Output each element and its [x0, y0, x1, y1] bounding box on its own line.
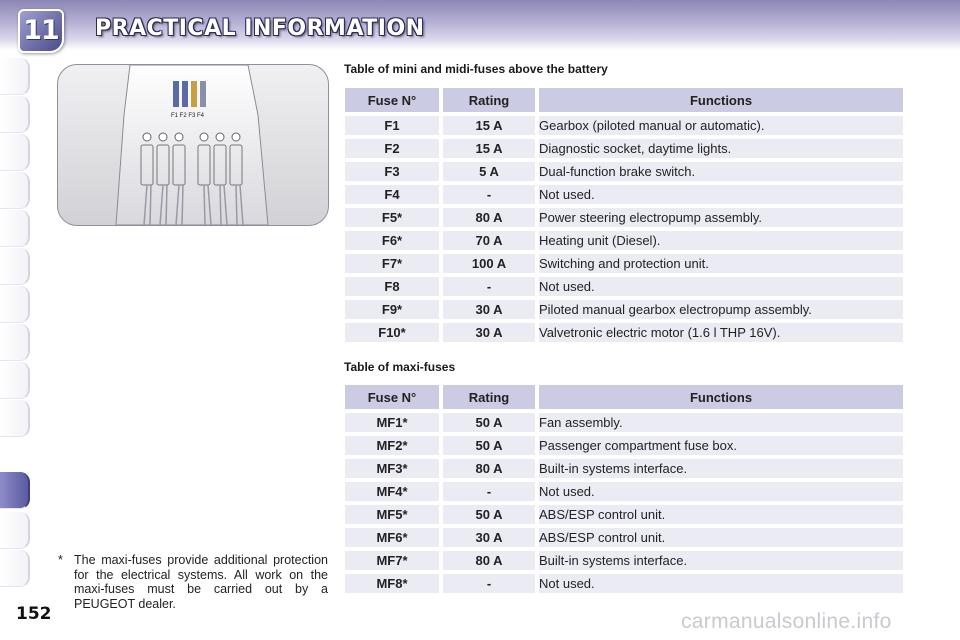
column-header-fuse-no: Fuse N°: [345, 88, 439, 112]
chapter-tab-5[interactable]: [0, 210, 30, 247]
table-row: [345, 277, 903, 296]
rating-cell: 100 A: [443, 254, 535, 273]
mini-fuses-table: [341, 84, 907, 346]
column-header-functions: Functions: [539, 385, 903, 409]
rating-cell: 80 A: [443, 551, 535, 570]
function-cell: Piloted manual gearbox electropump assembly.: [539, 300, 903, 319]
table-row: [345, 459, 903, 478]
table-row: [345, 482, 903, 501]
chapter-badge: [18, 9, 64, 53]
table-header-row: [345, 88, 903, 112]
column-header-functions: Functions: [539, 88, 903, 112]
fuse-number-cell: MF2*: [345, 436, 439, 455]
fuse-number-cell: F10*: [345, 323, 439, 342]
table-row: [345, 254, 903, 273]
function-cell: Built-in systems interface.: [539, 459, 903, 478]
function-cell: Gearbox (piloted manual or automatic).: [539, 116, 903, 135]
fuse-number-cell: MF7*: [345, 551, 439, 570]
table-row: [345, 162, 903, 181]
rating-cell: 50 A: [443, 436, 535, 455]
chapter-tab-4[interactable]: [0, 172, 30, 209]
watermark: carmanualsonline.info: [681, 610, 892, 633]
table-row: [345, 505, 903, 524]
fuse-f3: [191, 81, 197, 107]
table-row: [345, 323, 903, 342]
rating-cell: 30 A: [443, 528, 535, 547]
chapter-tab-2[interactable]: [0, 96, 30, 133]
chapter-tab-3[interactable]: [0, 134, 30, 171]
fuse-number-cell: MF8*: [345, 574, 439, 593]
rating-cell: 5 A: [443, 162, 535, 181]
chapter-tab-1[interactable]: [0, 58, 30, 95]
rating-cell: 80 A: [443, 459, 535, 478]
rating-cell: 50 A: [443, 505, 535, 524]
fuse-number-cell: MF3*: [345, 459, 439, 478]
fuse-number-cell: F7*: [345, 254, 439, 273]
rating-cell: 50 A: [443, 413, 535, 432]
function-cell: Power steering electropump assembly.: [539, 208, 903, 227]
function-cell: Switching and protection unit.: [539, 254, 903, 273]
rating-cell: 30 A: [443, 300, 535, 319]
function-cell: Not used.: [539, 574, 903, 593]
fuse-number-cell: MF6*: [345, 528, 439, 547]
maxi-fuses-table: [341, 381, 907, 597]
rating-cell: 15 A: [443, 116, 535, 135]
function-cell: Not used.: [539, 277, 903, 296]
table-row: [345, 231, 903, 250]
rating-cell: -: [443, 482, 535, 501]
fuse-labels: F1 F2 F3 F4: [171, 113, 205, 119]
page-title: PRACTICAL INFORMATION: [95, 16, 425, 41]
fuse-number-cell: MF4*: [345, 482, 439, 501]
chapter-tab-12[interactable]: [0, 512, 30, 549]
table-row: [345, 208, 903, 227]
column-header-fuse-no: Fuse N°: [345, 385, 439, 409]
fuse-number-cell: MF5*: [345, 505, 439, 524]
fuse-number-cell: F6*: [345, 231, 439, 250]
page-number: 152: [16, 604, 52, 624]
fuse-box-illustration: [58, 65, 328, 225]
table-row: [345, 139, 903, 158]
fuse-number-cell: F8: [345, 277, 439, 296]
fuse-number-cell: F9*: [345, 300, 439, 319]
fuse-number-cell: F5*: [345, 208, 439, 227]
fuse-f1: [173, 81, 179, 107]
fuse-f2: [182, 81, 188, 107]
table-header-row: [345, 385, 903, 409]
table-row: [345, 436, 903, 455]
fuse-f4: [200, 81, 206, 107]
function-cell: Passenger compartment fuse box.: [539, 436, 903, 455]
rating-cell: -: [443, 574, 535, 593]
fuse-number-cell: F3: [345, 162, 439, 181]
fuse-box-diagram: [57, 64, 329, 226]
fuse-number-cell: F2: [345, 139, 439, 158]
rating-cell: 80 A: [443, 208, 535, 227]
table-row: [345, 528, 903, 547]
rating-cell: 30 A: [443, 323, 535, 342]
column-header-rating: Rating: [443, 88, 535, 112]
function-cell: Valvetronic electric motor (1.6 l THP 16V).: [539, 323, 903, 342]
function-cell: Diagnostic socket, daytime lights.: [539, 139, 903, 158]
function-cell: ABS/ESP control unit.: [539, 505, 903, 524]
chapter-tab-10[interactable]: [0, 400, 30, 437]
rating-cell: -: [443, 185, 535, 204]
rating-cell: 15 A: [443, 139, 535, 158]
footnote-text: The maxi-fuses provide additional protection for the electrical systems. All work on the maxi-fuses must be carried out by a PEUGEOT dealer.: [74, 553, 328, 611]
table-row: [345, 413, 903, 432]
function-cell: Not used.: [539, 185, 903, 204]
chapter-tab-9[interactable]: [0, 362, 30, 399]
chapter-tab-8[interactable]: [0, 324, 30, 361]
chapter-tabs: [0, 58, 32, 578]
rating-cell: -: [443, 277, 535, 296]
fuse-number-cell: F4: [345, 185, 439, 204]
table-row: [345, 185, 903, 204]
table-row: [345, 574, 903, 593]
chapter-number: 11: [23, 15, 59, 46]
function-cell: Built-in systems interface.: [539, 551, 903, 570]
fuse-number-cell: F1: [345, 116, 439, 135]
mini-fuses-title: Table of mini and midi-fuses above the battery: [344, 62, 608, 76]
table-row: [345, 551, 903, 570]
chapter-tab-6[interactable]: [0, 248, 30, 285]
chapter-tab-13[interactable]: [0, 550, 30, 587]
rating-cell: 70 A: [443, 231, 535, 250]
function-cell: Heating unit (Diesel).: [539, 231, 903, 250]
chapter-tab-11[interactable]: [0, 472, 30, 509]
column-header-rating: Rating: [443, 385, 535, 409]
table-row: [345, 300, 903, 319]
chapter-tab-7[interactable]: [0, 286, 30, 323]
function-cell: Fan assembly.: [539, 413, 903, 432]
table-row: [345, 116, 903, 135]
footnote: [58, 553, 328, 611]
maxi-fuses-title: Table of maxi-fuses: [344, 360, 456, 374]
function-cell: ABS/ESP control unit.: [539, 528, 903, 547]
function-cell: Not used.: [539, 482, 903, 501]
fuse-number-cell: MF1*: [345, 413, 439, 432]
function-cell: Dual-function brake switch.: [539, 162, 903, 181]
footnote-marker: *: [58, 553, 63, 567]
